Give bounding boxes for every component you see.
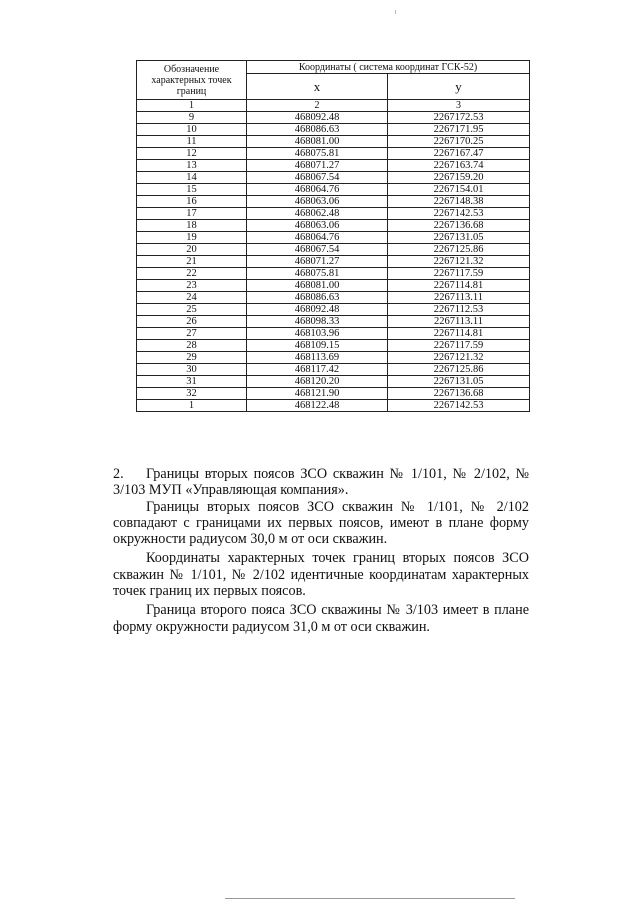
y-coordinate-cell: 2267148.38 <box>388 196 530 208</box>
x-coordinate-cell: 468109.15 <box>247 340 388 352</box>
table-row <box>137 316 530 328</box>
x-coordinate-cell: 468062.48 <box>247 208 388 220</box>
point-id-cell: 28 <box>137 340 247 352</box>
table-row <box>137 376 530 388</box>
y-coordinate-cell: 2267114.81 <box>388 328 530 340</box>
point-id-cell: 13 <box>137 160 247 172</box>
scan-bottom-edge <box>225 898 515 899</box>
coordinates-group-header: Координаты ( система координат ГСК-52) <box>247 61 530 74</box>
y-coordinate-cell: 2267136.68 <box>388 388 530 400</box>
x-coordinate-cell: 468064.76 <box>247 232 388 244</box>
table-row <box>137 220 530 232</box>
x-coordinate-cell: 468120.20 <box>247 376 388 388</box>
y-coordinate-cell: 2267154.01 <box>388 184 530 196</box>
paragraph: Граница второго пояса ЗСО скважины № 3/103 имеет в плане форму окружности радиусом 31,0 м от оси скважин. <box>113 602 529 635</box>
y-coordinate-cell: 2267136.68 <box>388 220 530 232</box>
section-heading <box>113 466 529 499</box>
column-number: 2 <box>247 100 388 112</box>
y-coordinate-cell: 2267159.20 <box>388 172 530 184</box>
y-coordinate-cell: 2267167.47 <box>388 148 530 160</box>
y-coordinate-cell: 2267117.59 <box>388 268 530 280</box>
y-coordinate-cell: 2267121.32 <box>388 352 530 364</box>
point-id-cell: 23 <box>137 280 247 292</box>
y-coordinate-cell: 2267125.86 <box>388 364 530 376</box>
point-designation-header: Обозначение характерных точек границ <box>137 61 247 100</box>
point-id-cell: 10 <box>137 124 247 136</box>
x-coordinate-cell: 468086.63 <box>247 124 388 136</box>
point-id-cell: 1 <box>137 400 247 412</box>
y-coordinate-cell: 2267113.11 <box>388 292 530 304</box>
x-coordinate-cell: 468071.27 <box>247 256 388 268</box>
point-id-cell: 15 <box>137 184 247 196</box>
point-id-cell: 12 <box>137 148 247 160</box>
section-text <box>113 466 529 635</box>
coordinates-table <box>136 60 530 412</box>
point-id-cell: 27 <box>137 328 247 340</box>
x-coordinate-cell: 468103.96 <box>247 328 388 340</box>
point-id-cell: 26 <box>137 316 247 328</box>
y-coordinate-cell: 2267114.81 <box>388 280 530 292</box>
x-coordinate-cell: 468122.48 <box>247 400 388 412</box>
table-row <box>137 268 530 280</box>
x-coordinate-cell: 468075.81 <box>247 148 388 160</box>
y-coordinate-cell: 2267163.74 <box>388 160 530 172</box>
x-coordinate-cell: 468067.54 <box>247 172 388 184</box>
y-column-header: у <box>388 74 530 100</box>
point-id-cell: 14 <box>137 172 247 184</box>
point-id-cell: 29 <box>137 352 247 364</box>
y-coordinate-cell: 2267142.53 <box>388 400 530 412</box>
x-coordinate-cell: 468064.76 <box>247 184 388 196</box>
table-row <box>137 304 530 316</box>
table-row <box>137 364 530 376</box>
point-id-cell: 30 <box>137 364 247 376</box>
table-row <box>137 256 530 268</box>
x-coordinate-cell: 468067.54 <box>247 244 388 256</box>
x-coordinate-cell: 468063.06 <box>247 196 388 208</box>
x-coordinate-cell: 468092.48 <box>247 304 388 316</box>
point-id-cell: 11 <box>137 136 247 148</box>
point-id-cell: 32 <box>137 388 247 400</box>
table-row <box>137 208 530 220</box>
y-coordinate-cell: 2267117.59 <box>388 340 530 352</box>
paragraph: Границы вторых поясов ЗСО скважин № 1/101, № 2/102 совпадают с границами их первых поясов, имеют в плане форму окружности радиусом 30,0 м от оси скважин. <box>113 498 529 548</box>
y-coordinate-cell: 2267172.53 <box>388 112 530 124</box>
x-coordinate-cell: 468098.33 <box>247 316 388 328</box>
point-id-cell: 24 <box>137 292 247 304</box>
table-row <box>137 340 530 352</box>
y-coordinate-cell: 2267171.95 <box>388 124 530 136</box>
x-coordinate-cell: 468063.06 <box>247 220 388 232</box>
x-coordinate-cell: 468117.42 <box>247 364 388 376</box>
table-row <box>137 124 530 136</box>
table-row <box>137 292 530 304</box>
x-coordinate-cell: 468092.48 <box>247 112 388 124</box>
x-coordinate-cell: 468075.81 <box>247 268 388 280</box>
table-row <box>137 148 530 160</box>
y-coordinate-cell: 2267131.05 <box>388 376 530 388</box>
column-number: 3 <box>388 100 530 112</box>
table-body <box>137 112 530 412</box>
point-id-cell: 20 <box>137 244 247 256</box>
table-row <box>137 112 530 124</box>
point-id-cell: 25 <box>137 304 247 316</box>
point-id-cell: 19 <box>137 232 247 244</box>
x-coordinate-cell: 468113.69 <box>247 352 388 364</box>
y-coordinate-cell: 2267112.53 <box>388 304 530 316</box>
point-id-cell: 17 <box>137 208 247 220</box>
x-column-header: х <box>247 74 388 100</box>
table-row <box>137 196 530 208</box>
section-number: 2. <box>113 466 124 482</box>
x-coordinate-cell: 468121.90 <box>247 388 388 400</box>
x-coordinate-cell: 468071.27 <box>247 160 388 172</box>
table-row <box>137 400 530 412</box>
column-number-row <box>137 100 530 112</box>
y-coordinate-cell: 2267170.25 <box>388 136 530 148</box>
table-row <box>137 136 530 148</box>
table-row <box>137 244 530 256</box>
y-coordinate-cell: 2267125.86 <box>388 244 530 256</box>
table-row <box>137 172 530 184</box>
point-id-cell: 9 <box>137 112 247 124</box>
point-id-cell: 18 <box>137 220 247 232</box>
table-row <box>137 280 530 292</box>
scan-mark <box>395 10 396 14</box>
x-coordinate-cell: 468086.63 <box>247 292 388 304</box>
table-row <box>137 184 530 196</box>
x-coordinate-cell: 468081.00 <box>247 136 388 148</box>
section-heading-text: Границы вторых поясов ЗСО скважин № 1/101, № 2/102, № 3/103 МУП «Управляющая компания». <box>113 466 529 499</box>
point-id-cell: 31 <box>137 376 247 388</box>
table-row <box>137 352 530 364</box>
table-row <box>137 388 530 400</box>
point-id-cell: 16 <box>137 196 247 208</box>
table-row <box>137 328 530 340</box>
table-row <box>137 232 530 244</box>
point-id-cell: 22 <box>137 268 247 280</box>
y-coordinate-cell: 2267142.53 <box>388 208 530 220</box>
y-coordinate-cell: 2267131.05 <box>388 232 530 244</box>
table-row <box>137 160 530 172</box>
paragraph: Координаты характерных точек границ вторых поясов ЗСО скважин № 1/101, № 2/102 идентичные координатам характерных точек границ их первых поясов. <box>113 550 529 600</box>
y-coordinate-cell: 2267121.32 <box>388 256 530 268</box>
column-number: 1 <box>137 100 247 112</box>
y-coordinate-cell: 2267113.11 <box>388 316 530 328</box>
x-coordinate-cell: 468081.00 <box>247 280 388 292</box>
point-id-cell: 21 <box>137 256 247 268</box>
